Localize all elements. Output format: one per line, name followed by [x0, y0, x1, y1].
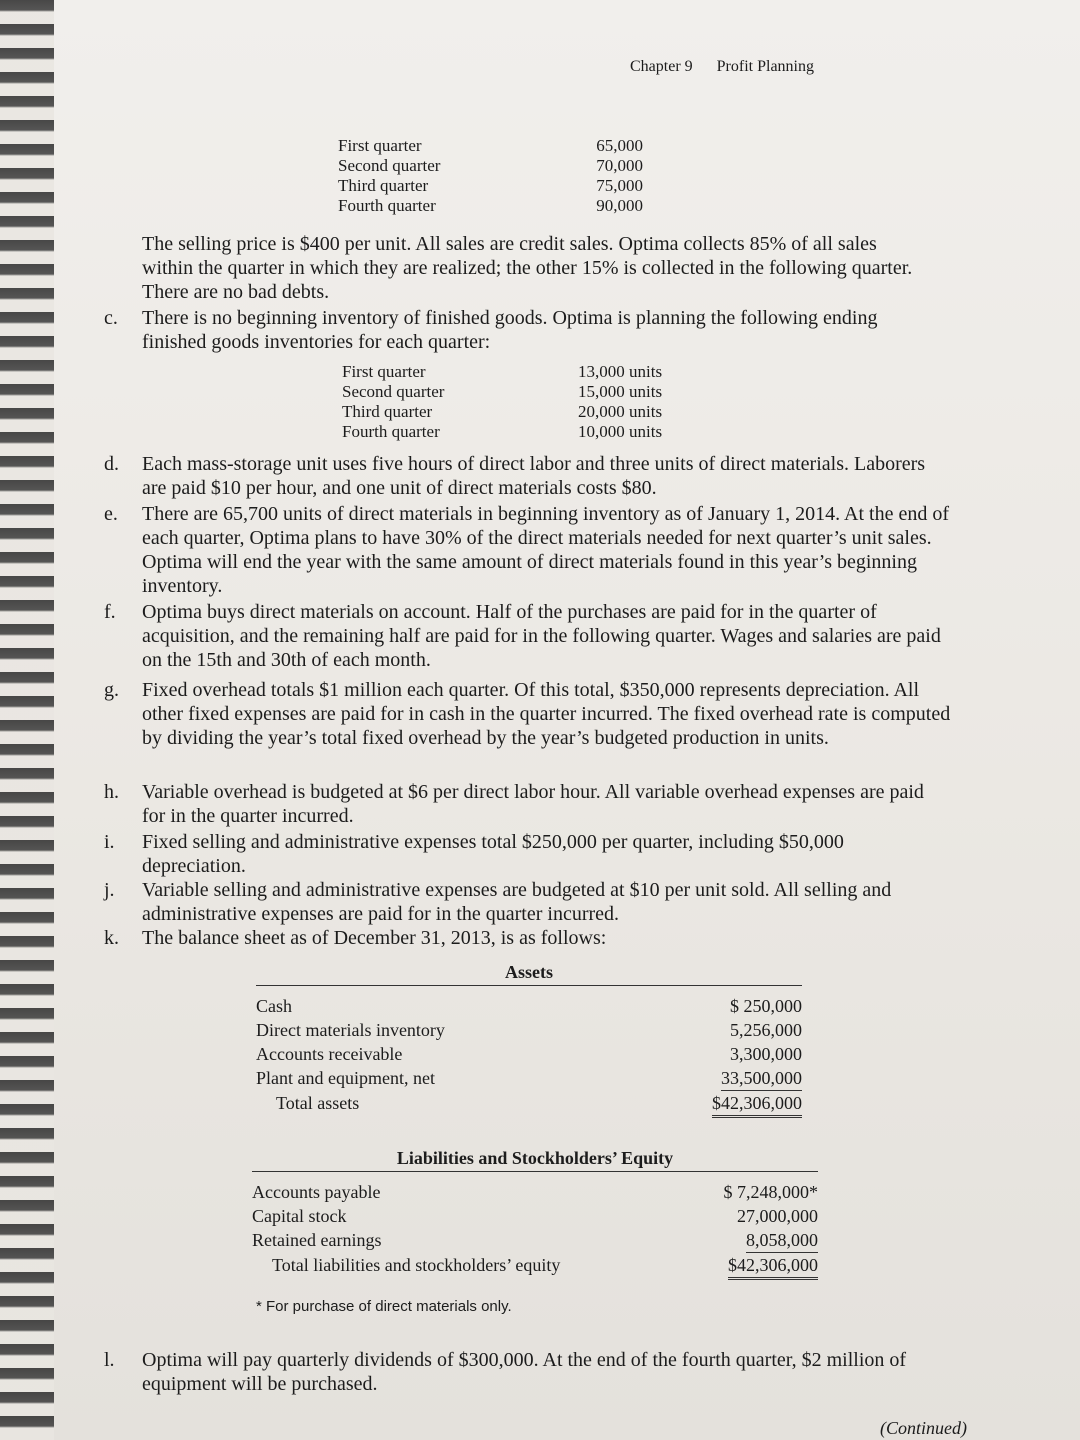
list-item-i — [104, 830, 952, 878]
quarter-value: 70,000 — [596, 156, 643, 175]
list-item-f — [104, 600, 952, 672]
table-row — [342, 362, 662, 382]
table-row — [256, 1042, 802, 1066]
table-row — [338, 156, 643, 176]
item-text: Fixed selling and administrative expenses total $250,000 per quarter, including $50,000 depreciation. — [142, 831, 844, 877]
table-row — [342, 382, 662, 402]
item-text: The balance sheet as of December 31, 2013, is as follows: — [142, 927, 607, 949]
account-amount: 3,300,000 — [730, 1044, 802, 1064]
account-amount: 5,256,000 — [730, 1020, 802, 1040]
quarter-label: First quarter — [342, 362, 426, 381]
item-letter: f. — [104, 601, 116, 623]
account-label: Accounts receivable — [256, 1044, 403, 1064]
quarter-value: 90,000 — [596, 196, 643, 215]
item-letter: j. — [104, 879, 115, 901]
table-row — [256, 994, 802, 1018]
list-item-l — [104, 1348, 952, 1396]
total-label: Total liabilities and stockholders’ equity — [272, 1255, 561, 1275]
table-row — [252, 1180, 818, 1204]
continued-note: (Continued) — [880, 1418, 967, 1438]
quarter-value: 15,000 units — [578, 382, 663, 401]
account-amount: 27,000,000 — [737, 1206, 818, 1226]
total-row — [256, 1091, 802, 1118]
quarter-value: 13,000 units — [578, 362, 663, 381]
table-row — [252, 1228, 818, 1253]
assets-heading: Assets — [256, 962, 802, 986]
table-row — [338, 136, 643, 156]
total-amount: $42,306,000 — [728, 1253, 818, 1280]
account-label: Accounts payable — [252, 1182, 381, 1202]
quarter-value: 65,000 — [596, 136, 643, 155]
liabilities-section — [252, 1148, 818, 1280]
table-row — [338, 176, 643, 196]
item-letter: d. — [104, 453, 119, 475]
account-amount: 8,058,000 — [746, 1228, 818, 1253]
table-row — [252, 1204, 818, 1228]
item-text: Variable selling and administrative expenses are budgeted at $10 per unit sold. All selling and administrative expenses are paid for in the quarter incurred. — [142, 879, 892, 925]
total-label: Total assets — [276, 1093, 360, 1113]
item-letter: i. — [104, 831, 115, 853]
list-item-c — [104, 306, 922, 354]
footnote: * For purchase of direct materials only. — [256, 1298, 512, 1315]
item-text: There is no beginning inventory of finished goods. Optima is planning the following ending finished goods inventories for each quarter: — [142, 307, 878, 353]
assets-section — [256, 962, 802, 1118]
table-row — [256, 1066, 802, 1091]
item-text: There are 65,700 units of direct materials in beginning inventory as of January 1, 2014. At the end of each quarter, Optima plans to have 30% of the direct materials needed for next quarter’s unit sales. Optima will end the year with the same amount of direct materials found in this year’s beginning inventory. — [142, 503, 950, 597]
liabilities-heading: Liabilities and Stockholders’ Equity — [252, 1148, 818, 1172]
item-text: Variable overhead is budgeted at $6 per direct labor hour. All variable overhead expenses are paid for in the quarter incurred. — [142, 781, 924, 827]
item-text: Optima buys direct materials on account. Half of the purchases are paid for in the quarter of acquisition, and the remaining half are paid for in the following quarter. Wages and salaries are paid on the 15th and 30th of each month. — [142, 601, 941, 671]
list-item-h — [104, 780, 952, 828]
item-letter: g. — [104, 679, 119, 701]
account-amount: $ 250,000 — [730, 996, 802, 1016]
chapter-title: Profit Planning — [716, 58, 814, 75]
quarter-value: 20,000 units — [578, 402, 663, 421]
account-label: Retained earnings — [252, 1230, 382, 1250]
quarter-value: 10,000 units — [578, 422, 663, 441]
item-letter: l. — [104, 1349, 115, 1371]
quarter-label: Second quarter — [338, 156, 441, 175]
quarter-label: Third quarter — [342, 402, 433, 421]
total-amount: $42,306,000 — [712, 1091, 802, 1118]
list-item-k — [104, 926, 952, 950]
account-label: Capital stock — [252, 1206, 347, 1226]
inventory-quarter-table — [342, 362, 662, 442]
account-amount: 33,500,000 — [721, 1066, 802, 1091]
item-letter: c. — [104, 307, 118, 329]
item-letter: k. — [104, 927, 119, 949]
sales-quarter-table — [338, 136, 643, 216]
list-item-d — [104, 452, 952, 500]
running-head — [630, 58, 834, 76]
quarter-label: Second quarter — [342, 382, 445, 401]
list-item-e — [104, 502, 952, 598]
item-text: Each mass-storage unit uses five hours of direct labor and three units of direct materials. Laborers are paid $10 per hour, and one unit of direct materials costs $80. — [142, 453, 926, 499]
table-row — [342, 422, 662, 442]
total-row — [252, 1253, 818, 1280]
item-text: Fixed overhead totals $1 million each quarter. Of this total, $350,000 represents depreciation. All other fixed expenses are paid for in cash in the quarter incurred. The fixed overhead rate is computed by dividing the year’s total fixed overhead by the year’s budgeted production in units. — [142, 679, 951, 749]
table-row — [338, 196, 643, 216]
account-amount: $ 7,248,000* — [723, 1182, 818, 1202]
quarter-label: First quarter — [338, 136, 422, 155]
chapter-label: Chapter 9 — [630, 58, 693, 75]
account-label: Direct materials inventory — [256, 1020, 445, 1040]
account-label: Plant and equipment, net — [256, 1068, 435, 1088]
item-letter: h. — [104, 781, 119, 803]
quarter-label: Fourth quarter — [342, 422, 440, 441]
account-label: Cash — [256, 996, 292, 1016]
table-row — [256, 1018, 802, 1042]
quarter-label: Fourth quarter — [338, 196, 436, 215]
item-text: Optima will pay quarterly dividends of $300,000. At the end of the fourth quarter, $2 million of equipment will be purchased. — [142, 1349, 907, 1395]
item-letter: e. — [104, 503, 118, 525]
list-item-g — [104, 678, 952, 750]
selling-paragraph: The selling price is $400 per unit. All sales are credit sales. Optima collects 85% of all sales within the quarter in which they are realized; the other 15% is collected in the following quarter. There are no bad debts. — [142, 233, 913, 303]
table-row — [342, 402, 662, 422]
quarter-value: 75,000 — [596, 176, 643, 195]
quarter-label: Third quarter — [338, 176, 429, 195]
list-item-j — [104, 878, 952, 926]
